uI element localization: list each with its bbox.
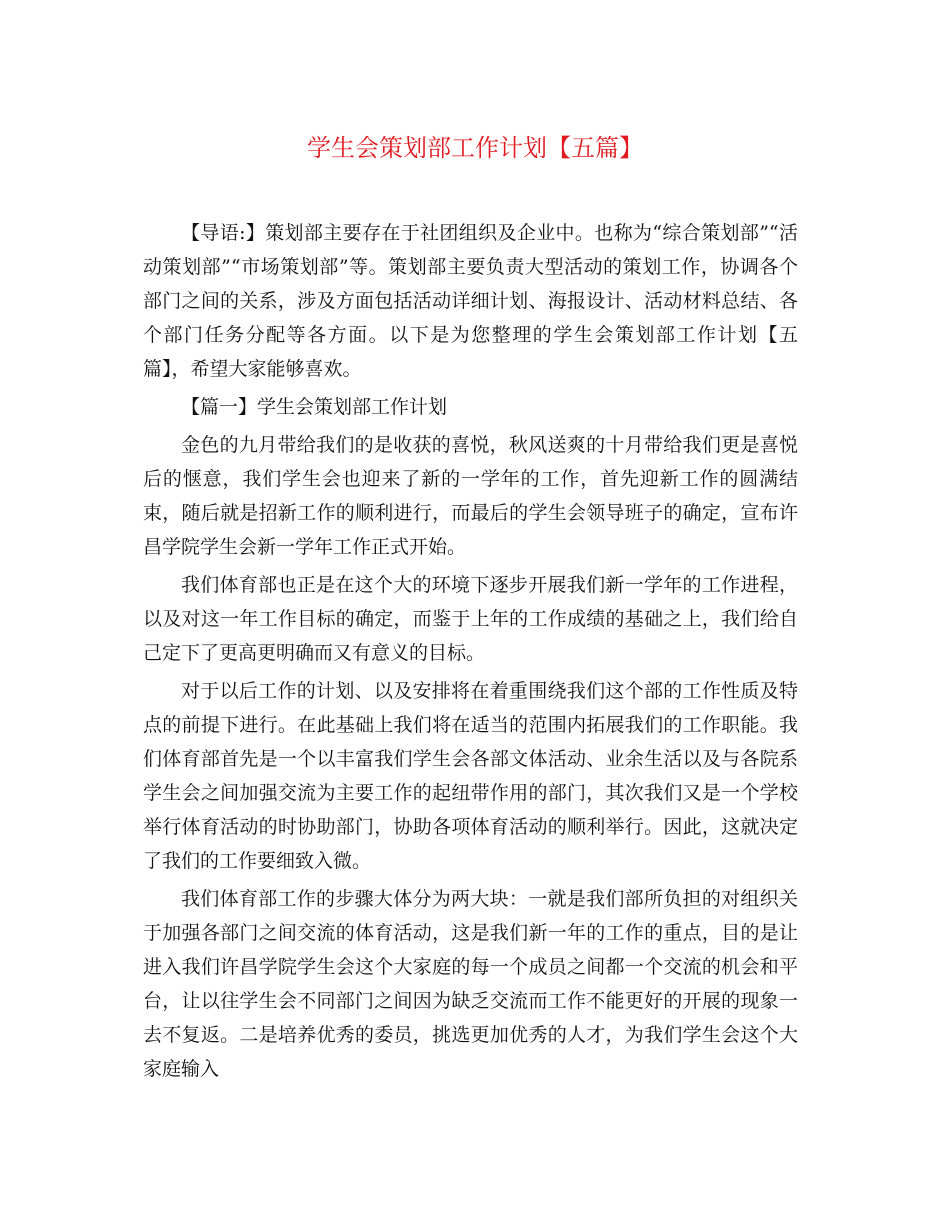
document-body [143,216,798,1090]
body-paragraph: 金色的九月带给我们的是收获的喜悦，秋风送爽的十月带给我们更是喜悦后的惬意，我们学生会也迎来了新的一学年的工作，首先迎新工作的圆满结束，随后就是招新工作的顺利进行，而最后的学生会领导班子的确定，宣布许昌学院学生会新一学年工作正式开始。 [143,434,798,558]
intro-paragraph: 【导语:】策划部主要存在于社团组织及企业中。也称为“综合策划部”“活动策划部”“市场策划部”等。策划部主要负责大型活动的策划工作，协调各个部门之间的关系，涉及方面包括活动详细计划、海报设计、活动材料总结、各个部门任务分配等各方面。以下是为您整理的学生会策划部工作计划【五篇】，希望大家能够喜欢。 [143,222,798,380]
body-paragraph: 对于以后工作的计划、以及安排将在着重围绕我们这个部的工作性质及特点的前提下进行。在此基础上我们将在适当的范围内拓展我们的工作职能。我们体育部首先是一个以丰富我们学生会各部文体活动、业余生活以及与各院系学生会之间加强交流为主要工作的起纽带作用的部门，其次我们又是一个学校举行体育活动的时协助部门，协助各项体育活动的顺利举行。因此，这就决定了我们的工作要细致入微。 [143,680,798,872]
body-paragraph: 我们体育部工作的步骤大体分为两大块：一就是我们部所负担的对组织关于加强各部门之间交流的体育活动，这是我们新一年的工作的重点，目的是让进入我们许昌学院学生会这个大家庭的每一个成员之间都一个交流的机会和平台，让以往学生会不同部门之间因为缺乏交流而工作不能更好的开展的现象一去不复返。二是培养优秀的委员，挑选更加优秀的人才，为我们学生会这个大家庭输入 [143,888,798,1080]
body-paragraph: 我们体育部也正是在这个大的环境下逐步开展我们新一学年的工作进程，以及对这一年工作目标的确定，而鉴于上年的工作成绩的基础之上，我们给自己定下了更高更明确而又有意义的目标。 [143,574,798,664]
section-heading: 【篇一】学生会策划部工作计划 [181,396,448,418]
document-title: 学生会策划部工作计划【五篇】 [307,134,643,162]
